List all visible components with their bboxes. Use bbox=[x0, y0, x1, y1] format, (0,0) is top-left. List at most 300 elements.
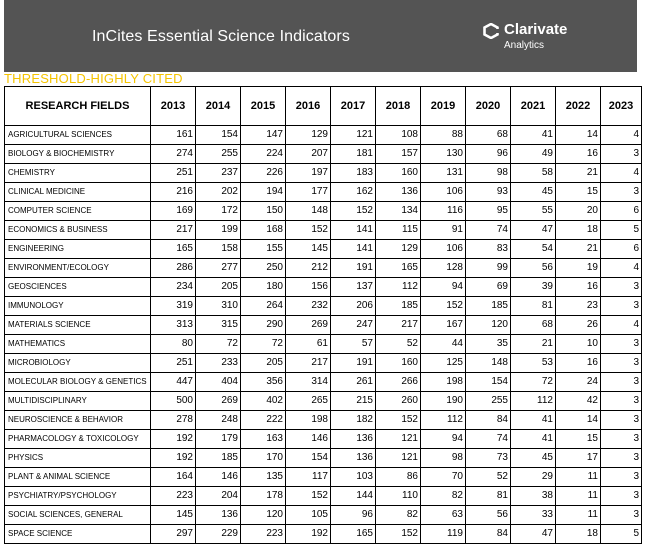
threshold-value-cell: 234 bbox=[151, 278, 196, 297]
threshold-value-cell: 116 bbox=[421, 202, 466, 221]
threshold-value-cell: 165 bbox=[151, 240, 196, 259]
threshold-value-cell: 41 bbox=[511, 430, 556, 449]
threshold-value-cell: 96 bbox=[466, 145, 511, 164]
threshold-value-cell: 3 bbox=[601, 373, 642, 392]
threshold-value-cell: 72 bbox=[241, 335, 286, 354]
threshold-value-cell: 216 bbox=[151, 183, 196, 202]
table-row bbox=[5, 145, 642, 164]
threshold-value-cell: 18 bbox=[556, 221, 601, 240]
threshold-value-cell: 156 bbox=[286, 278, 331, 297]
threshold-value-cell: 162 bbox=[331, 183, 376, 202]
threshold-value-cell: 54 bbox=[511, 240, 556, 259]
threshold-value-cell: 152 bbox=[286, 221, 331, 240]
threshold-value-cell: 148 bbox=[286, 202, 331, 221]
threshold-value-cell: 137 bbox=[331, 278, 376, 297]
column-header: 2023 bbox=[601, 87, 642, 126]
threshold-value-cell: 164 bbox=[151, 468, 196, 487]
threshold-value-cell: 29 bbox=[511, 468, 556, 487]
brand-name: Clarivate bbox=[504, 21, 568, 38]
threshold-value-cell: 152 bbox=[421, 297, 466, 316]
threshold-value-cell: 222 bbox=[241, 411, 286, 430]
threshold-value-cell: 129 bbox=[376, 240, 421, 259]
threshold-value-cell: 68 bbox=[466, 126, 511, 145]
table-row bbox=[5, 183, 642, 202]
threshold-value-cell: 63 bbox=[421, 506, 466, 525]
research-field-cell: MICROBIOLOGY bbox=[5, 354, 151, 373]
threshold-value-cell: 136 bbox=[376, 183, 421, 202]
column-header: RESEARCH FIELDS bbox=[5, 87, 151, 126]
threshold-value-cell: 278 bbox=[151, 411, 196, 430]
threshold-value-cell: 98 bbox=[421, 449, 466, 468]
threshold-value-cell: 247 bbox=[331, 316, 376, 335]
threshold-value-cell: 286 bbox=[151, 259, 196, 278]
threshold-value-cell: 72 bbox=[511, 373, 556, 392]
threshold-value-cell: 98 bbox=[466, 164, 511, 183]
table-row bbox=[5, 392, 642, 411]
threshold-value-cell: 108 bbox=[376, 126, 421, 145]
threshold-value-cell: 19 bbox=[556, 259, 601, 278]
column-header: 2014 bbox=[196, 87, 241, 126]
threshold-value-cell: 134 bbox=[376, 202, 421, 221]
threshold-value-cell: 261 bbox=[331, 373, 376, 392]
threshold-value-cell: 39 bbox=[511, 278, 556, 297]
threshold-value-cell: 185 bbox=[196, 449, 241, 468]
threshold-value-cell: 154 bbox=[196, 126, 241, 145]
threshold-value-cell: 3 bbox=[601, 487, 642, 506]
threshold-value-cell: 141 bbox=[331, 221, 376, 240]
threshold-value-cell: 17 bbox=[556, 449, 601, 468]
threshold-value-cell: 3 bbox=[601, 278, 642, 297]
table-row bbox=[5, 506, 642, 525]
table-row bbox=[5, 354, 642, 373]
threshold-value-cell: 147 bbox=[241, 126, 286, 145]
threshold-value-cell: 57 bbox=[331, 335, 376, 354]
threshold-value-cell: 21 bbox=[556, 164, 601, 183]
threshold-value-cell: 251 bbox=[151, 354, 196, 373]
threshold-value-cell: 84 bbox=[466, 525, 511, 544]
threshold-value-cell: 61 bbox=[286, 335, 331, 354]
threshold-value-cell: 206 bbox=[331, 297, 376, 316]
research-field-cell: MOLECULAR BIOLOGY & GENETICS bbox=[5, 373, 151, 392]
threshold-value-cell: 4 bbox=[601, 259, 642, 278]
threshold-value-cell: 121 bbox=[331, 126, 376, 145]
research-field-cell: PSYCHIATRY/PSYCHOLOGY bbox=[5, 487, 151, 506]
threshold-value-cell: 313 bbox=[151, 316, 196, 335]
threshold-value-cell: 170 bbox=[241, 449, 286, 468]
threshold-value-cell: 260 bbox=[376, 392, 421, 411]
threshold-value-cell: 58 bbox=[511, 164, 556, 183]
threshold-value-cell: 297 bbox=[151, 525, 196, 544]
threshold-value-cell: 223 bbox=[241, 525, 286, 544]
threshold-value-cell: 4 bbox=[601, 126, 642, 145]
threshold-value-cell: 255 bbox=[196, 145, 241, 164]
threshold-value-cell: 152 bbox=[286, 487, 331, 506]
threshold-value-cell: 15 bbox=[556, 183, 601, 202]
threshold-value-cell: 74 bbox=[466, 430, 511, 449]
threshold-value-cell: 72 bbox=[196, 335, 241, 354]
threshold-value-cell: 56 bbox=[511, 259, 556, 278]
threshold-value-cell: 95 bbox=[466, 202, 511, 221]
threshold-value-cell: 38 bbox=[511, 487, 556, 506]
threshold-value-cell: 10 bbox=[556, 335, 601, 354]
table-row bbox=[5, 297, 642, 316]
column-header: 2020 bbox=[466, 87, 511, 126]
threshold-value-cell: 135 bbox=[241, 468, 286, 487]
threshold-value-cell: 14 bbox=[556, 411, 601, 430]
threshold-value-cell: 233 bbox=[196, 354, 241, 373]
table-row bbox=[5, 202, 642, 221]
threshold-value-cell: 3 bbox=[601, 430, 642, 449]
threshold-value-cell: 45 bbox=[511, 449, 556, 468]
threshold-value-cell: 178 bbox=[241, 487, 286, 506]
threshold-value-cell: 117 bbox=[286, 468, 331, 487]
threshold-value-cell: 94 bbox=[421, 278, 466, 297]
threshold-value-cell: 81 bbox=[511, 297, 556, 316]
threshold-value-cell: 205 bbox=[241, 354, 286, 373]
threshold-value-cell: 141 bbox=[331, 240, 376, 259]
research-field-cell: PLANT & ANIMAL SCIENCE bbox=[5, 468, 151, 487]
table-row bbox=[5, 487, 642, 506]
threshold-value-cell: 49 bbox=[511, 145, 556, 164]
research-field-cell: BIOLOGY & BIOCHEMISTRY bbox=[5, 145, 151, 164]
threshold-value-cell: 160 bbox=[376, 164, 421, 183]
threshold-value-cell: 106 bbox=[421, 240, 466, 259]
threshold-value-cell: 3 bbox=[601, 411, 642, 430]
threshold-value-cell: 81 bbox=[466, 487, 511, 506]
threshold-value-cell: 47 bbox=[511, 221, 556, 240]
threshold-value-cell: 319 bbox=[151, 297, 196, 316]
research-field-cell: PHYSICS bbox=[5, 449, 151, 468]
threshold-value-cell: 197 bbox=[286, 164, 331, 183]
threshold-value-cell: 248 bbox=[196, 411, 241, 430]
threshold-value-cell: 168 bbox=[241, 221, 286, 240]
threshold-value-cell: 144 bbox=[331, 487, 376, 506]
threshold-value-cell: 167 bbox=[421, 316, 466, 335]
research-field-cell: SOCIAL SCIENCES, GENERAL bbox=[5, 506, 151, 525]
threshold-value-cell: 16 bbox=[556, 145, 601, 164]
threshold-value-cell: 165 bbox=[331, 525, 376, 544]
threshold-value-cell: 21 bbox=[511, 335, 556, 354]
threshold-value-cell: 152 bbox=[331, 202, 376, 221]
threshold-table bbox=[4, 86, 642, 544]
research-field-cell: IMMUNOLOGY bbox=[5, 297, 151, 316]
threshold-value-cell: 226 bbox=[241, 164, 286, 183]
threshold-value-cell: 205 bbox=[196, 278, 241, 297]
clarivate-logo-icon bbox=[483, 23, 499, 39]
threshold-value-cell: 82 bbox=[376, 506, 421, 525]
threshold-value-cell: 165 bbox=[376, 259, 421, 278]
threshold-value-cell: 42 bbox=[556, 392, 601, 411]
threshold-value-cell: 315 bbox=[196, 316, 241, 335]
threshold-value-cell: 125 bbox=[421, 354, 466, 373]
threshold-value-cell: 115 bbox=[376, 221, 421, 240]
threshold-value-cell: 121 bbox=[376, 430, 421, 449]
threshold-value-cell: 106 bbox=[421, 183, 466, 202]
threshold-value-cell: 158 bbox=[196, 240, 241, 259]
threshold-value-cell: 80 bbox=[151, 335, 196, 354]
threshold-value-cell: 136 bbox=[331, 449, 376, 468]
threshold-value-cell: 47 bbox=[511, 525, 556, 544]
table-row bbox=[5, 411, 642, 430]
threshold-value-cell: 182 bbox=[331, 411, 376, 430]
threshold-value-cell: 3 bbox=[601, 145, 642, 164]
threshold-value-cell: 191 bbox=[331, 354, 376, 373]
threshold-value-cell: 224 bbox=[241, 145, 286, 164]
table-row bbox=[5, 278, 642, 297]
threshold-value-cell: 212 bbox=[286, 259, 331, 278]
threshold-value-cell: 3 bbox=[601, 392, 642, 411]
threshold-value-cell: 152 bbox=[376, 525, 421, 544]
threshold-value-cell: 192 bbox=[151, 449, 196, 468]
threshold-value-cell: 18 bbox=[556, 525, 601, 544]
threshold-value-cell: 41 bbox=[511, 126, 556, 145]
threshold-value-cell: 96 bbox=[331, 506, 376, 525]
threshold-value-cell: 232 bbox=[286, 297, 331, 316]
threshold-value-cell: 16 bbox=[556, 354, 601, 373]
research-field-cell: NEUROSCIENCE & BEHAVIOR bbox=[5, 411, 151, 430]
threshold-value-cell: 277 bbox=[196, 259, 241, 278]
threshold-value-cell: 266 bbox=[376, 373, 421, 392]
threshold-value-cell: 155 bbox=[241, 240, 286, 259]
threshold-value-cell: 255 bbox=[466, 392, 511, 411]
threshold-value-cell: 3 bbox=[601, 183, 642, 202]
threshold-value-cell: 24 bbox=[556, 373, 601, 392]
threshold-value-cell: 35 bbox=[466, 335, 511, 354]
table-row bbox=[5, 335, 642, 354]
column-header: 2016 bbox=[286, 87, 331, 126]
threshold-value-cell: 94 bbox=[421, 430, 466, 449]
threshold-value-cell: 310 bbox=[196, 297, 241, 316]
section-subtitle: THRESHOLD-HIGHLY CITED bbox=[4, 71, 183, 86]
research-field-cell: ENVIRONMENT/ECOLOGY bbox=[5, 259, 151, 278]
threshold-value-cell: 86 bbox=[376, 468, 421, 487]
threshold-value-cell: 52 bbox=[466, 468, 511, 487]
threshold-value-cell: 23 bbox=[556, 297, 601, 316]
threshold-value-cell: 21 bbox=[556, 240, 601, 259]
threshold-value-cell: 55 bbox=[511, 202, 556, 221]
threshold-value-cell: 160 bbox=[376, 354, 421, 373]
threshold-value-cell: 6 bbox=[601, 240, 642, 259]
threshold-value-cell: 447 bbox=[151, 373, 196, 392]
threshold-value-cell: 207 bbox=[286, 145, 331, 164]
research-field-cell: COMPUTER SCIENCE bbox=[5, 202, 151, 221]
threshold-value-cell: 112 bbox=[511, 392, 556, 411]
threshold-value-cell: 161 bbox=[151, 126, 196, 145]
threshold-value-cell: 130 bbox=[421, 145, 466, 164]
threshold-value-cell: 250 bbox=[241, 259, 286, 278]
threshold-value-cell: 237 bbox=[196, 164, 241, 183]
threshold-value-cell: 136 bbox=[196, 506, 241, 525]
research-field-cell: GEOSCIENCES bbox=[5, 278, 151, 297]
threshold-value-cell: 148 bbox=[466, 354, 511, 373]
threshold-value-cell: 3 bbox=[601, 449, 642, 468]
threshold-value-cell: 14 bbox=[556, 126, 601, 145]
threshold-value-cell: 204 bbox=[196, 487, 241, 506]
threshold-value-cell: 146 bbox=[286, 430, 331, 449]
threshold-value-cell: 3 bbox=[601, 468, 642, 487]
threshold-value-cell: 91 bbox=[421, 221, 466, 240]
threshold-value-cell: 217 bbox=[151, 221, 196, 240]
column-header: 2015 bbox=[241, 87, 286, 126]
threshold-value-cell: 20 bbox=[556, 202, 601, 221]
threshold-value-cell: 120 bbox=[241, 506, 286, 525]
threshold-value-cell: 5 bbox=[601, 525, 642, 544]
threshold-value-cell: 120 bbox=[466, 316, 511, 335]
threshold-value-cell: 183 bbox=[331, 164, 376, 183]
threshold-value-cell: 99 bbox=[466, 259, 511, 278]
threshold-value-cell: 45 bbox=[511, 183, 556, 202]
threshold-value-cell: 146 bbox=[196, 468, 241, 487]
threshold-value-cell: 177 bbox=[286, 183, 331, 202]
threshold-value-cell: 11 bbox=[556, 468, 601, 487]
threshold-value-cell: 194 bbox=[241, 183, 286, 202]
threshold-value-cell: 274 bbox=[151, 145, 196, 164]
research-field-cell: ENGINEERING bbox=[5, 240, 151, 259]
threshold-value-cell: 145 bbox=[151, 506, 196, 525]
threshold-value-cell: 145 bbox=[286, 240, 331, 259]
threshold-value-cell: 33 bbox=[511, 506, 556, 525]
research-field-cell: PHARMACOLOGY & TOXICOLOGY bbox=[5, 430, 151, 449]
threshold-value-cell: 136 bbox=[331, 430, 376, 449]
threshold-value-cell: 3 bbox=[601, 354, 642, 373]
threshold-value-cell: 131 bbox=[421, 164, 466, 183]
threshold-value-cell: 157 bbox=[376, 145, 421, 164]
table-row bbox=[5, 126, 642, 145]
threshold-value-cell: 402 bbox=[241, 392, 286, 411]
threshold-value-cell: 251 bbox=[151, 164, 196, 183]
threshold-value-cell: 192 bbox=[286, 525, 331, 544]
threshold-value-cell: 154 bbox=[466, 373, 511, 392]
threshold-value-cell: 82 bbox=[421, 487, 466, 506]
threshold-value-cell: 73 bbox=[466, 449, 511, 468]
threshold-value-cell: 356 bbox=[241, 373, 286, 392]
threshold-value-cell: 179 bbox=[196, 430, 241, 449]
table-row bbox=[5, 164, 642, 183]
threshold-value-cell: 223 bbox=[151, 487, 196, 506]
threshold-value-cell: 154 bbox=[286, 449, 331, 468]
threshold-value-cell: 53 bbox=[511, 354, 556, 373]
threshold-value-cell: 69 bbox=[466, 278, 511, 297]
threshold-value-cell: 191 bbox=[331, 259, 376, 278]
threshold-value-cell: 217 bbox=[286, 354, 331, 373]
threshold-value-cell: 202 bbox=[196, 183, 241, 202]
research-field-cell: MATERIALS SCIENCE bbox=[5, 316, 151, 335]
threshold-value-cell: 70 bbox=[421, 468, 466, 487]
brand-subtitle: Analytics bbox=[504, 40, 545, 51]
table-row bbox=[5, 430, 642, 449]
threshold-value-cell: 229 bbox=[196, 525, 241, 544]
threshold-value-cell: 5 bbox=[601, 221, 642, 240]
research-field-cell: SPACE SCIENCE bbox=[5, 525, 151, 544]
threshold-value-cell: 185 bbox=[466, 297, 511, 316]
research-field-cell: ECONOMICS & BUSINESS bbox=[5, 221, 151, 240]
research-field-cell: CHEMISTRY bbox=[5, 164, 151, 183]
threshold-value-cell: 56 bbox=[466, 506, 511, 525]
column-header: 2017 bbox=[331, 87, 376, 126]
threshold-value-cell: 3 bbox=[601, 335, 642, 354]
threshold-value-cell: 150 bbox=[241, 202, 286, 221]
threshold-value-cell: 4 bbox=[601, 316, 642, 335]
column-header: 2013 bbox=[151, 87, 196, 126]
threshold-value-cell: 180 bbox=[241, 278, 286, 297]
threshold-value-cell: 26 bbox=[556, 316, 601, 335]
threshold-value-cell: 163 bbox=[241, 430, 286, 449]
research-field-cell: MATHEMATICS bbox=[5, 335, 151, 354]
research-field-cell: AGRICULTURAL SCIENCES bbox=[5, 126, 151, 145]
threshold-value-cell: 3 bbox=[601, 506, 642, 525]
threshold-value-cell: 128 bbox=[421, 259, 466, 278]
threshold-value-cell: 172 bbox=[196, 202, 241, 221]
threshold-value-cell: 4 bbox=[601, 164, 642, 183]
threshold-value-cell: 11 bbox=[556, 506, 601, 525]
threshold-value-cell: 68 bbox=[511, 316, 556, 335]
column-header: 2018 bbox=[376, 87, 421, 126]
threshold-value-cell: 269 bbox=[286, 316, 331, 335]
research-field-cell: CLINICAL MEDICINE bbox=[5, 183, 151, 202]
threshold-value-cell: 192 bbox=[151, 430, 196, 449]
table-row bbox=[5, 316, 642, 335]
threshold-value-cell: 74 bbox=[466, 221, 511, 240]
threshold-value-cell: 121 bbox=[376, 449, 421, 468]
threshold-value-cell: 404 bbox=[196, 373, 241, 392]
table-row bbox=[5, 259, 642, 278]
threshold-value-cell: 112 bbox=[376, 278, 421, 297]
threshold-value-cell: 3 bbox=[601, 297, 642, 316]
threshold-value-cell: 6 bbox=[601, 202, 642, 221]
threshold-value-cell: 103 bbox=[331, 468, 376, 487]
threshold-value-cell: 52 bbox=[376, 335, 421, 354]
header-banner bbox=[4, 0, 637, 72]
table-body bbox=[5, 126, 642, 544]
threshold-value-cell: 314 bbox=[286, 373, 331, 392]
threshold-value-cell: 88 bbox=[421, 126, 466, 145]
threshold-value-cell: 112 bbox=[421, 411, 466, 430]
threshold-value-cell: 265 bbox=[286, 392, 331, 411]
table-row bbox=[5, 240, 642, 259]
threshold-value-cell: 44 bbox=[421, 335, 466, 354]
threshold-value-cell: 110 bbox=[376, 487, 421, 506]
table-row bbox=[5, 373, 642, 392]
research-field-cell: MULTIDISCIPLINARY bbox=[5, 392, 151, 411]
table-row bbox=[5, 468, 642, 487]
threshold-value-cell: 93 bbox=[466, 183, 511, 202]
threshold-value-cell: 185 bbox=[376, 297, 421, 316]
threshold-value-cell: 11 bbox=[556, 487, 601, 506]
threshold-value-cell: 129 bbox=[286, 126, 331, 145]
column-header: 2022 bbox=[556, 87, 601, 126]
threshold-value-cell: 290 bbox=[241, 316, 286, 335]
threshold-value-cell: 198 bbox=[421, 373, 466, 392]
threshold-value-cell: 84 bbox=[466, 411, 511, 430]
table-row bbox=[5, 449, 642, 468]
threshold-value-cell: 119 bbox=[421, 525, 466, 544]
threshold-value-cell: 215 bbox=[331, 392, 376, 411]
threshold-value-cell: 83 bbox=[466, 240, 511, 259]
threshold-value-cell: 217 bbox=[376, 316, 421, 335]
threshold-value-cell: 16 bbox=[556, 278, 601, 297]
threshold-value-cell: 264 bbox=[241, 297, 286, 316]
threshold-value-cell: 169 bbox=[151, 202, 196, 221]
threshold-value-cell: 15 bbox=[556, 430, 601, 449]
threshold-value-cell: 500 bbox=[151, 392, 196, 411]
threshold-value-cell: 41 bbox=[511, 411, 556, 430]
table-row bbox=[5, 221, 642, 240]
threshold-value-cell: 190 bbox=[421, 392, 466, 411]
threshold-value-cell: 199 bbox=[196, 221, 241, 240]
table-row bbox=[5, 525, 642, 544]
threshold-value-cell: 181 bbox=[331, 145, 376, 164]
threshold-value-cell: 152 bbox=[376, 411, 421, 430]
